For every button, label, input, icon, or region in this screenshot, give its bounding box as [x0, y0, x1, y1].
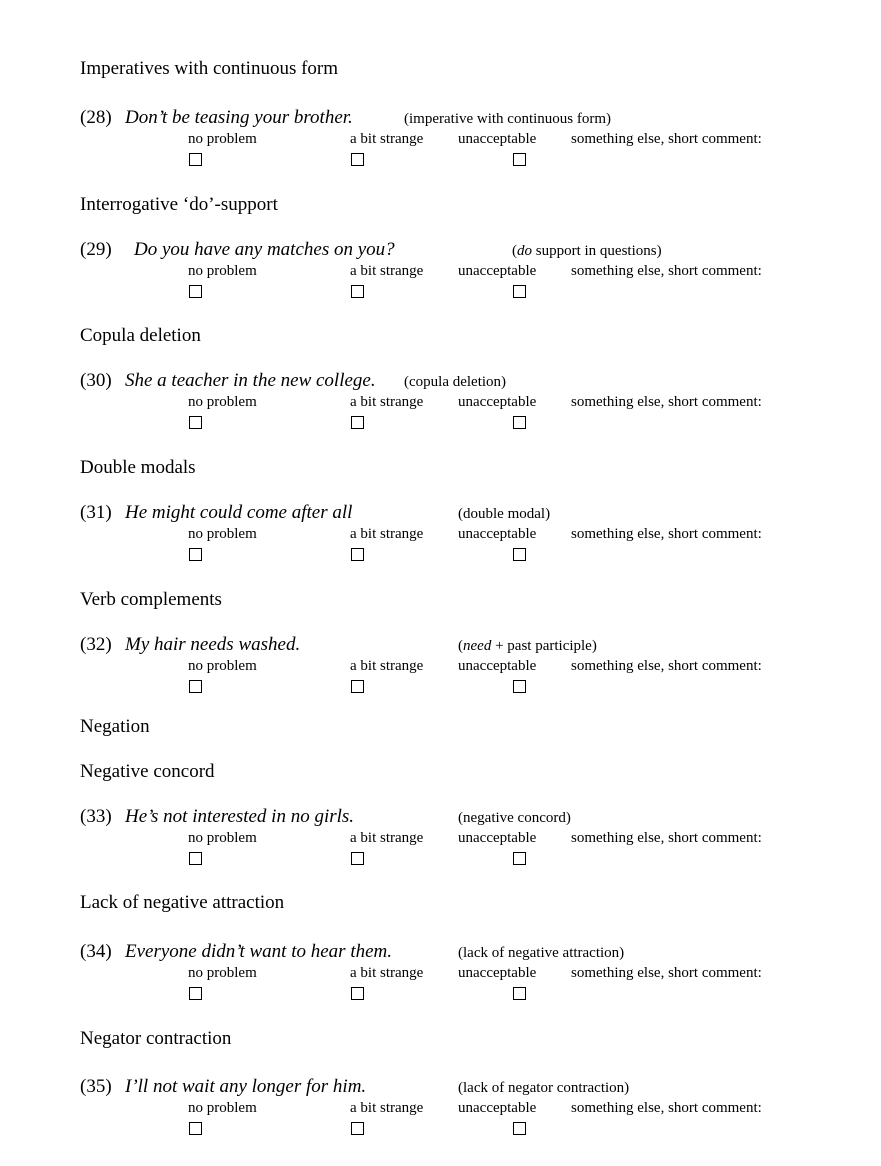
checkbox-no-problem[interactable]: [189, 852, 202, 865]
section-heading-negative-attraction: Lack of negative attraction: [80, 892, 285, 913]
label-no-problem: no problem: [188, 658, 257, 674]
item-number: (29): [80, 239, 112, 260]
checkbox-no-problem[interactable]: [189, 153, 202, 166]
checkbox-no-problem[interactable]: [189, 285, 202, 298]
label-something-else: something else, short comment:: [571, 830, 762, 846]
label-no-problem: no problem: [188, 965, 257, 981]
section-heading-do-support: Interrogative ‘do’-support: [80, 194, 278, 215]
checkbox-a-bit-strange[interactable]: [351, 987, 364, 1000]
question-item-28: [0, 107, 881, 167]
checkbox-no-problem[interactable]: [189, 1122, 202, 1135]
label-something-else: something else, short comment:: [571, 131, 762, 147]
gloss-text: lack of negator contraction): [463, 1080, 630, 1096]
item-gloss: [404, 372, 506, 392]
label-a-bit-strange: a bit strange: [350, 965, 424, 981]
label-unacceptable: unacceptable: [458, 658, 537, 674]
item-number: (30): [80, 370, 112, 391]
section-heading-negative-concord: Negative concord: [80, 761, 215, 782]
gloss-open: (: [404, 374, 409, 390]
item-gloss: [458, 1078, 629, 1098]
label-something-else: something else, short comment:: [571, 394, 762, 410]
checkbox-unacceptable[interactable]: [513, 153, 526, 166]
checkbox-a-bit-strange[interactable]: [351, 285, 364, 298]
section-heading-negator-contraction: Negator contraction: [80, 1028, 232, 1049]
item-sentence: He might could come after all: [125, 502, 353, 523]
question-item-34: [0, 941, 881, 1001]
item-sentence: Do you have any matches on you?: [134, 239, 395, 260]
item-gloss: [404, 109, 611, 129]
item-number: (34): [80, 941, 112, 962]
checkbox-unacceptable[interactable]: [513, 548, 526, 561]
label-unacceptable: unacceptable: [458, 263, 537, 279]
question-item-30: [0, 370, 881, 430]
question-item-33: [0, 806, 881, 866]
question-item-35: [0, 1076, 881, 1136]
gloss-text: copula deletion): [409, 374, 507, 390]
section-heading-imperatives: Imperatives with continuous form: [80, 58, 339, 79]
label-unacceptable: unacceptable: [458, 131, 537, 147]
item-gloss: [458, 636, 597, 656]
item-gloss: [512, 241, 662, 261]
label-no-problem: no problem: [188, 394, 257, 410]
label-no-problem: no problem: [188, 263, 257, 279]
item-number: (32): [80, 634, 112, 655]
label-something-else: something else, short comment:: [571, 965, 762, 981]
label-unacceptable: unacceptable: [458, 394, 537, 410]
item-sentence: He’s not interested in no girls.: [125, 806, 355, 827]
label-unacceptable: unacceptable: [458, 1100, 537, 1116]
gloss-open: (: [458, 638, 463, 654]
label-something-else: something else, short comment:: [571, 526, 762, 542]
checkbox-unacceptable[interactable]: [513, 987, 526, 1000]
gloss-open: (: [458, 1080, 463, 1096]
item-number: (35): [80, 1076, 112, 1097]
section-heading-verb-complements: Verb complements: [80, 589, 222, 610]
gloss-open: (: [512, 243, 517, 259]
label-something-else: something else, short comment:: [571, 263, 762, 279]
checkbox-unacceptable[interactable]: [513, 852, 526, 865]
section-heading-copula-deletion: Copula deletion: [80, 325, 201, 346]
question-item-31: [0, 502, 881, 562]
gloss-text: imperative with continuous form): [409, 111, 612, 127]
checkbox-no-problem[interactable]: [189, 416, 202, 429]
label-something-else: something else, short comment:: [571, 658, 762, 674]
section-heading-double-modals: Double modals: [80, 457, 196, 478]
gloss-text: support in questions): [532, 243, 662, 259]
gloss-text: negative concord): [463, 810, 571, 826]
checkbox-a-bit-strange[interactable]: [351, 548, 364, 561]
item-gloss: [458, 808, 571, 828]
label-no-problem: no problem: [188, 1100, 257, 1116]
checkbox-unacceptable[interactable]: [513, 416, 526, 429]
checkbox-unacceptable[interactable]: [513, 1122, 526, 1135]
label-a-bit-strange: a bit strange: [350, 131, 424, 147]
label-a-bit-strange: a bit strange: [350, 526, 424, 542]
gloss-emphasis: need: [463, 638, 492, 654]
gloss-text: lack of negative attraction): [463, 945, 625, 961]
item-number: (28): [80, 107, 112, 128]
label-no-problem: no problem: [188, 830, 257, 846]
label-unacceptable: unacceptable: [458, 526, 537, 542]
label-no-problem: no problem: [188, 526, 257, 542]
checkbox-a-bit-strange[interactable]: [351, 852, 364, 865]
section-heading-negation: Negation: [80, 716, 150, 737]
label-unacceptable: unacceptable: [458, 965, 537, 981]
label-a-bit-strange: a bit strange: [350, 1100, 424, 1116]
gloss-text: double modal): [463, 506, 551, 522]
label-a-bit-strange: a bit strange: [350, 658, 424, 674]
item-number: (33): [80, 806, 112, 827]
gloss-text: + past participle): [491, 638, 597, 654]
item-sentence: I’ll not wait any longer for him.: [125, 1076, 367, 1097]
gloss-open: (: [458, 810, 463, 826]
item-gloss: [458, 504, 550, 524]
checkbox-unacceptable[interactable]: [513, 285, 526, 298]
item-sentence: My hair needs washed.: [125, 634, 301, 655]
label-a-bit-strange: a bit strange: [350, 263, 424, 279]
question-item-29: [0, 239, 881, 299]
gloss-open: (: [458, 945, 463, 961]
label-something-else: something else, short comment:: [571, 1100, 762, 1116]
label-unacceptable: unacceptable: [458, 830, 537, 846]
checkbox-a-bit-strange[interactable]: [351, 680, 364, 693]
question-item-32: [0, 634, 881, 694]
item-sentence: Don’t be teasing your brother.: [125, 107, 353, 128]
checkbox-no-problem[interactable]: [189, 680, 202, 693]
gloss-open: (: [458, 506, 463, 522]
gloss-open: (: [404, 111, 409, 127]
checkbox-unacceptable[interactable]: [513, 680, 526, 693]
item-sentence: She a teacher in the new college.: [125, 370, 376, 391]
label-a-bit-strange: a bit strange: [350, 394, 424, 410]
checkbox-no-problem[interactable]: [189, 548, 202, 561]
checkbox-a-bit-strange[interactable]: [351, 153, 364, 166]
label-a-bit-strange: a bit strange: [350, 830, 424, 846]
checkbox-a-bit-strange[interactable]: [351, 416, 364, 429]
item-gloss: [458, 943, 624, 963]
item-sentence: Everyone didn’t want to hear them.: [125, 941, 393, 962]
item-number: (31): [80, 502, 112, 523]
checkbox-a-bit-strange[interactable]: [351, 1122, 364, 1135]
gloss-emphasis: do: [517, 243, 532, 259]
checkbox-no-problem[interactable]: [189, 987, 202, 1000]
label-no-problem: no problem: [188, 131, 257, 147]
